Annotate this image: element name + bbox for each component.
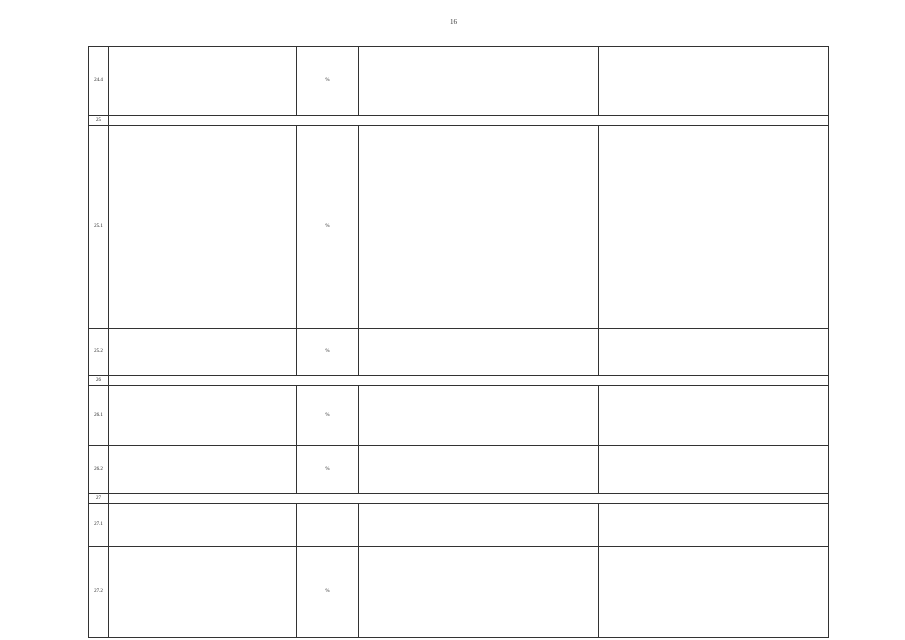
indicator-name	[109, 547, 297, 638]
indicator-name	[109, 504, 297, 547]
table-row	[89, 329, 829, 376]
row-number: 27.2	[89, 547, 109, 638]
unit-cell: %	[297, 446, 359, 494]
source-cell	[599, 126, 829, 329]
row-number: 25.2	[89, 329, 109, 376]
table-row	[89, 504, 829, 547]
formula-cell	[359, 446, 599, 494]
source-cell	[599, 329, 829, 376]
row-number: 24.4	[89, 47, 109, 116]
row-number: 25.1	[89, 126, 109, 329]
source-cell	[599, 386, 829, 446]
table-row	[89, 547, 829, 638]
section-row	[89, 376, 829, 386]
section-row	[89, 494, 829, 504]
unit-cell: %	[297, 126, 359, 329]
row-number: 27.1	[89, 504, 109, 547]
table-row	[89, 126, 829, 329]
table-row	[89, 47, 829, 116]
unit-cell: %	[297, 386, 359, 446]
formula-cell	[359, 47, 599, 116]
table-row	[89, 446, 829, 494]
section-title	[109, 116, 829, 126]
source-cell	[599, 47, 829, 116]
unit-cell: %	[297, 547, 359, 638]
row-number: 26.1	[89, 386, 109, 446]
formula-cell	[359, 329, 599, 376]
unit-cell	[297, 504, 359, 547]
section-number: 27	[89, 494, 109, 504]
source-cell	[599, 547, 829, 638]
formula-cell	[359, 547, 599, 638]
indicators-table	[88, 46, 829, 638]
section-number: 26	[89, 376, 109, 386]
section-row	[89, 116, 829, 126]
section-title	[109, 494, 829, 504]
source-cell	[599, 504, 829, 547]
indicator-name	[109, 386, 297, 446]
table-row	[89, 386, 829, 446]
indicator-name	[109, 47, 297, 116]
section-title	[109, 376, 829, 386]
indicator-name	[109, 446, 297, 494]
indicator-name	[109, 126, 297, 329]
formula-cell	[359, 126, 599, 329]
unit-cell: %	[297, 47, 359, 116]
source-cell	[599, 446, 829, 494]
unit-cell: %	[297, 329, 359, 376]
indicator-name	[109, 329, 297, 376]
formula-cell	[359, 386, 599, 446]
row-number: 26.2	[89, 446, 109, 494]
page-number: 16	[450, 18, 457, 26]
formula-cell	[359, 504, 599, 547]
section-number: 25	[89, 116, 109, 126]
